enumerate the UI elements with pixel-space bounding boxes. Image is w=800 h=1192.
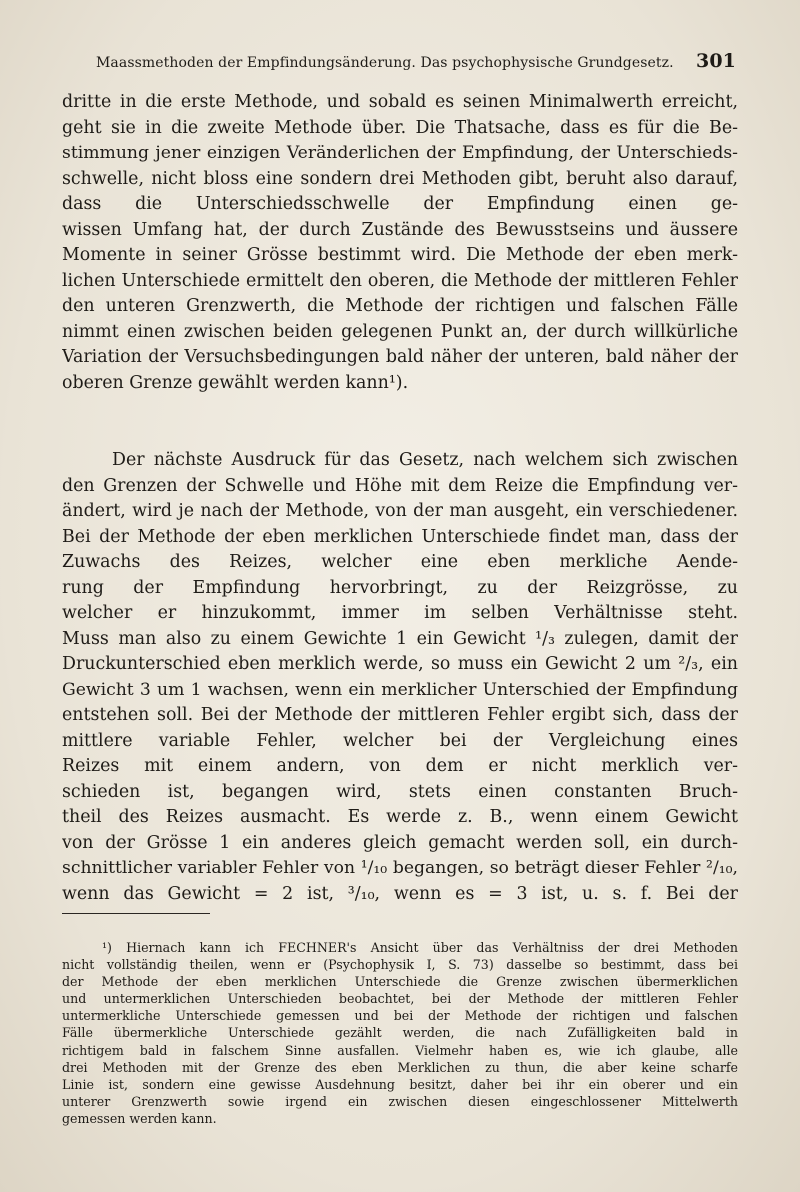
text-line: stimmung jener einzigen Veränderlichen der Empfindung, der Unterschieds- — [62, 143, 738, 163]
text-line: entstehen soll. Bei der Methode der mittleren Fehler ergibt sich, dass der — [62, 705, 738, 725]
text-line: wissen Umfang hat, der durch Zustände des Bewusstseins und äussere — [62, 219, 738, 240]
text-line: den unteren Grenzwerth, die Methode der richtigen und falschen Fälle — [62, 296, 738, 316]
text-line: nimmt einen zwischen beiden gelegenen Punkt an, der durch willkürliche — [62, 321, 738, 342]
text-line: lichen Unterschiede ermittelt den oberen, die Methode der mittleren Fehler — [62, 270, 738, 291]
main-text — [62, 90, 738, 907]
footnote-line: richtigem bald in falschem Sinne ausfallen. Vielmehr haben es, wie ich glaube, alle — [62, 1042, 738, 1058]
text-line: Muss man also zu einem Gewichte 1 ein Gewicht ¹/₃ zulegen, damit der — [62, 628, 738, 649]
text-line: dritte in die erste Methode, und sobald es seinen Minimalwerth erreicht, — [62, 92, 738, 112]
footnote-line: gemessen werden kann. — [62, 1110, 217, 1126]
running-header — [96, 50, 736, 72]
text-line: schieden ist, begangen wird, stets einen constanten Bruch- — [62, 781, 738, 802]
footnote-line: Linie ist, sondern eine gewisse Ausdehnung besitzt, daher bei ihr ein oberer und ein — [62, 1076, 738, 1092]
text-line: Momente in seiner Grösse bestimmt wird. Die Methode der eben merk- — [62, 245, 738, 265]
text-line: Zuwachs des Reizes, welcher eine eben merkliche Aende- — [62, 552, 738, 572]
running-title: Maassmethoden der Empfindungsänderung. Das psychophysische Grundgesetz. — [96, 55, 674, 71]
text-line: den Grenzen der Schwelle und Höhe mit dem Reize die Empfindung ver- — [62, 475, 738, 496]
text-line: Reizes mit einem andern, von dem er nicht merklich ver- — [62, 756, 738, 776]
footnote-line: nicht vollständig theilen, wenn er (Psychophysik I, S. 73) dasselbe so bestimmt, dass bei — [62, 957, 738, 973]
footnote-line: untermerkliche Unterschiede gemessen und bei der Methode der richtigen und falschen — [62, 1008, 738, 1024]
footnote — [62, 939, 738, 1127]
footnote-line: und untermerklichen Unterschieden beobachtet, bei der Methode der mittleren Fehler — [62, 991, 738, 1007]
text-line: geht sie in die zweite Methode über. Die Thatsache, dass es für die Be- — [62, 117, 738, 138]
footnote-rule — [62, 913, 210, 914]
page-number: 301 — [696, 50, 736, 72]
text-line: von der Grösse 1 ein anderes gleich gemacht werden soll, ein durch- — [62, 832, 738, 853]
text-line: ändert, wird je nach der Methode, von der man ausgeht, ein verschiedener. — [62, 501, 738, 521]
footnote-line: unterer Grenzwerth sowie irgend ein zwischen diesen eingeschlossener Mittelwerth — [62, 1093, 738, 1109]
footnote-line: der Methode der eben merklichen Unterschiede die Grenze zwischen übermerklichen — [62, 974, 738, 990]
text-line: welcher er hinzukommt, immer im selben Verhältnisse steht. — [62, 603, 738, 623]
text-line: Bei der Methode der eben merklichen Unterschiede findet man, dass der — [62, 526, 738, 547]
footnote-line: Fälle übermerkliche Unterschiede gezählt werden, die nach Zufälligkeiten bald in — [62, 1025, 738, 1041]
text-line: schnittlicher variabler Fehler von ¹/₁₀ begangen, so beträgt dieser Fehler ²/₁₀, — [62, 858, 738, 878]
text-line: Der nächste Ausdruck für das Gesetz, nach welchem sich zwischen — [112, 450, 738, 470]
text-line: Gewicht 3 um 1 wachsen, wenn ein merklicher Unterschied der Empfindung — [62, 679, 738, 700]
text-line: Variation der Versuchsbedingungen bald näher der unteren, bald näher der — [62, 347, 738, 367]
text-line: dass die Unterschiedsschwelle der Empfindung einen ge- — [62, 194, 738, 214]
text-line: mittlere variable Fehler, welcher bei der Vergleichung eines — [62, 730, 738, 751]
text-line: rung der Empfindung hervorbringt, zu der Reizgrösse, zu — [62, 577, 738, 598]
text-line: wenn das Gewicht = 2 ist, ³/₁₀, wenn es = 3 ist, u. s. f. Bei der — [62, 883, 738, 904]
text-line: schwelle, nicht bloss eine sondern drei Methoden gibt, beruht also darauf, — [62, 168, 738, 189]
paragraph-gap — [62, 396, 738, 448]
text-line: Druckunterschied eben merklich werde, so muss ein Gewicht 2 um ²/₃, ein — [62, 654, 738, 674]
footnote-line: ¹) Hiernach kann ich FECHNER's Ansicht über das Verhältniss der drei Methoden — [102, 940, 738, 955]
text-line: theil des Reizes ausmacht. Es werde z. B., wenn einem Gewicht — [62, 807, 738, 827]
footnote-line: drei Methoden mit der Grenze des eben Merklichen zu thun, die aber keine scharfe — [62, 1059, 738, 1075]
text-line: oberen Grenze gewählt werden kann¹). — [62, 372, 409, 393]
